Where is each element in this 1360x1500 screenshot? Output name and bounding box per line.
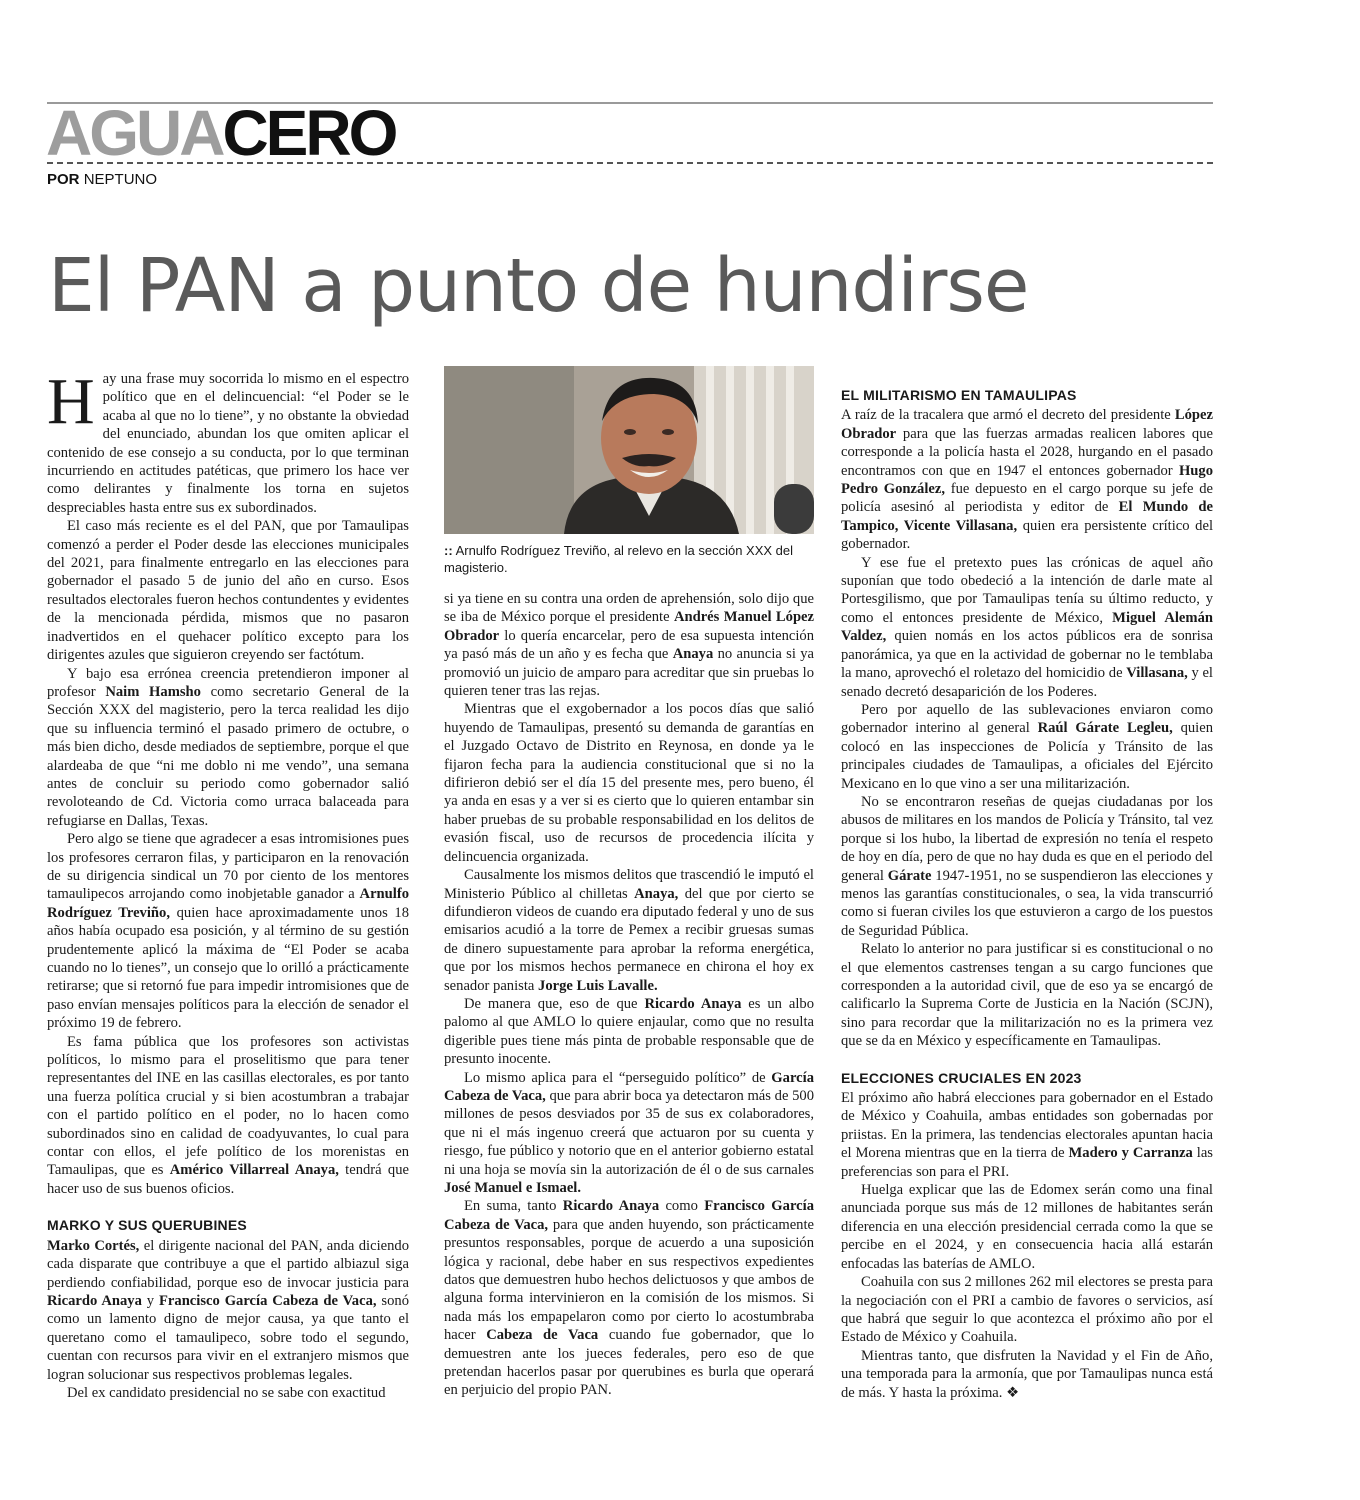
paragraph: Relato lo anterior no para justificar si es constitucional o no el que elementos castrenses tengan a su cargo funciones que corresponden a la autoridad civil, que de eso ya se encargó de calificarlo la Suprema Corte de Justicia en la Nación (SCJN), sino para recordar que la militarización no es la primera vez que se da en México y específicamente en Tamaulipas. [841,941,1213,1050]
paragraph: Es fama pública que los profesores son activistas políticos, lo mismo para el proselitismo que para tener representantes del INE en las casillas electorales, es por tanto una fuerza política crucial y si bien acostumbran a trabajar con el partido político en el poder, no lo hacen como subordinados sino en calidad de coadyuvantes, lo cual para contar con ellos, el jefe político de los morenistas en Tamaulipas, que es Américo Villarreal Anaya, tendrá que hacer uso de sus buenos oficios. [47,1033,409,1197]
paragraph: Mientras que el exgobernador a los pocos días que salió huyendo de Tamaulipas, presentó su demanda de garantías en el Juzgado Octavo de Distrito en Reynosa, en donde ya le fijaron fecha para la audiencia constitucional que si no la difirieron debió ser el día 15 del presente mes, pero bueno, él ya anda en esas y a ver si es cierto que lo quieren entambar sin haber pruebas de su probable responsabilidad en los delitos de evasión fiscal, uso de recursos de procedencia ilícita y delincuencia organizada. [444,701,814,865]
section-heading: EL MILITARISMO EN TAMAULIPAS [841,387,1077,403]
portrait-photo [444,366,814,534]
paragraph: A raíz de la tracalera que armó el decreto del presidente López Obrador para que las fuerzas armadas realicen labores que corresponde a la policía hasta el 2028, hurgando en el pasado encontramos con que en 1947 el entonces gobernador Hugo Pedro González, fue depuesto en el cargo porque su jefe de policía asesinó al periodista y editor de El Mundo de Tampico, Vicente Villasana, quien era persistente crítico del gobernador. [841,407,1213,553]
portrait-illustration [444,366,814,534]
dashed-rule [47,162,1213,164]
drop-cap: H [47,365,95,438]
photo-caption: :: Arnulfo Rodríguez Treviño, al relevo en la sección XXX del magisterio. [444,543,794,575]
paragraph: Pero por aquello de las sublevaciones enviaron como gobernador interino al general Raúl Gárate Legleu, quien colocó en las inspecciones de Policía y Tránsito de las principales ciudades de Tamaulipas, a oficiales del Ejército Mexicano en lo que vino a ser una militarización. [841,701,1213,792]
paragraph: Marko Cortés, el dirigente nacional del PAN, anda diciendo cada disparate que contribuye a que el partido albiazul siga perdiendo confiabilidad, porque eso de invocar justicia para Ricardo Anaya y Francisco García Cabeza de Vaca, sonó como un lamento digno de mejor causa, ya que tanto el queretano como el tamaulipeco, sobre todo el segundo, cuentan con recursos para vivir en el extranjero mismos que logran solucionar sus respectivos problemas legales. [47,1237,409,1383]
headline: El PAN a punto de hundirse [48,243,1029,329]
paragraph: El próximo año habrá elecciones para gobernador en el Estado de México y Coahuila, ambas entidades son gobernadas por priistas. En la primera, las tendencias electorales apuntan hacia el Morena mientras que en la tierra de Madero y Carranza las preferencias son para el PRI. [841,1090,1213,1180]
byline: POR NEPTUNO [47,171,158,188]
paragraph: Hay una frase muy socorrida lo mismo en el espectro político que en el delincuencial: “el Poder se le acaba al que no lo tiene”, y no obstante la obviedad del enunciado, abundan los que omiten aplicar el contenido de ese consejo a su conducta, por lo que terminan incurriendo en actitudes patéticas, que primero los hace ver como delirantes y finalmente los torna en sujetos despreciables hasta entre sus ex subordinados. [47,365,409,516]
paragraph: si ya tiene en su contra una orden de aprehensión, solo dijo que se iba de México porque el presidente Andrés Manuel López Obrador lo quería encarcelar, pero de esa supuesta intención ya pasó más de un año y es fecha que Anaya no anuncia si ya promovió un juicio de amparo para acreditar que sin pruebas lo quieren tener tras las rejas. [444,591,815,700]
paragraph: Y bajo esa errónea creencia pretendieron imponer al profesor Naim Hamsho como secretario General de la Sección XXX del magisterio, pero la terca realidad les dijo que su influencia terminó el pasado primero de octubre, o más bien dicho, desde mediados de septiembre, porque el que alardeaba de que “ni me doblo ni me vendo”, una semana antes de concluir su periodo como gobernador salió revoloteando de Cd. Victoria como urraca balaceada para refugiarse en Dallas, Texas. [47,665,410,829]
paragraph: Y ese fue el pretexto pues las crónicas de aquel año suponían que todo obedeció a la intención de darle mate al Portesgilismo, que por Tamaulipas tenía su último reducto, y como el entonces presidente de México, Miguel Alemán Valdez, quien nomás en los actos públicos era de sonrisa panorámica, ya que en la actividad de gobernar no le temblaba la mano, aprovechó el roletazo del homicidio de Villasana, y el senado decretó desaparición de los Poderes. [841,554,1213,700]
paragraph: El caso más reciente es el del PAN, que por Tamaulipas comenzó a perder el Poder desde las elecciones municipales del 2021, para finalmente entregarlo en las elecciones para gobernador el pasado 5 de junio del año en curso. Esos resultados electorales fueron hechos contundentes y evidentes de la mencionada pérdida, mismos que no pasaron inadvertidos en el quehacer político excepto para los dirigentes azules que siguieron creyendo ser factótum. [47,518,409,664]
section-heading: MARKO Y SUS QUERUBINES [47,1217,247,1234]
paragraph: Mientras tanto, que disfruten la Navidad y el Fin de Año, una temporada para la armonía, que por Tamaulipas nunca está de más. Y hasta la próxima. ❖ [841,1347,1213,1401]
column-3 [841,372,1213,1402]
paragraph: En suma, tanto Ricardo Anaya como Francisco García Cabeza de Vaca, para que anden huyendo, son prácticamente presuntos responsables, porque de acuerdo a una suposición lógica y racional, debe haber en sus respectivos expedientes datos que demuestren hubo hechos delictuosos y que ambos de alguna forma intervinieron en la comisión de los mismos. Si nada más los empapelaron como por cierto lo acostumbraba hacer Cabeza de Vaca cuando fue gobernador, que lo demuestren ante los jueces federales, pero eso de que pretendan hacerlos pasar por querubines es burla que operará en perjuicio del propio PAN. [444,1198,814,1399]
paragraph: No se encontraron reseñas de quejas ciudadanas por los abusos de militares en los mandos de Policía y Tránsito, tal vez porque si los hubo, la libertad de expresión no tenía el respeto de hoy en día, pero de que no hay duda es que en el periodo del general Gárate 1947-1951, no se suspendieron las elecciones y menos las garantías constitucionales, o sea, la vida transcurrió como si fueran civiles los que estuvieron a cargo de los puestos de Seguridad Pública. [841,793,1214,939]
paragraph: Causalmente los mismos delitos que trascendió le imputó el Ministerio Público al chilletas Anaya, del que por cierto se difundieron videos de cuando era diputado federal y uno de sus emisarios acudió a la torre de Pemex a recibir gruesas sumas de dinero supuestamente para aprobar la reforma energética, que por los mismos hechos permanece en chirona el hoy ex senador panista Jorge Luis Lavalle. [444,867,814,994]
column-1 [47,365,410,1402]
paragraph: De manera que, eso de que Ricardo Anaya es un albo palomo al que AMLO lo quiere enjaular, como que no resulta digerible pues tiene más pinta de probable responsable que de presunto inocente. [444,995,814,1068]
masthead: AGUACERO [46,97,396,169]
author-name: NEPTUNO [83,171,158,188]
paragraph: Huelga explicar que las de Edomex serán como una final anunciada porque sus más de 12 millones de habitantes serán diferencia en una elección presidencial cerrada como la que se percibe en el 2024, y en consecuencia hacia allá estarán enfocadas las baterías de AMLO. [841,1182,1213,1272]
column-2 [444,366,814,1400]
paragraph: Pero algo se tiene que agradecer a esas intromisiones pues los profesores cerraron filas, y participaron en la renovación de su dirigencia sindical un 70 por ciento de los mentores tamaulipecos arrojando como inobjetable ganador a Arnulfo Rodríguez Treviño, quien hace aproximadamente unos 18 años había ocupado esa posición, y al término de su gestión prudentemente aplicó la máxima de “El Poder se acaba cuando no lo tienes”, un consejo que lo orilló a prácticamente retirarse; que si retornó fue para impedir intromisiones que de paso envían mensajes políticos para la elección de senador el próximo 19 de febrero. [47,831,409,1032]
paragraph: Coahuila con sus 2 millones 262 mil electores se presta para la negociación con el PRI a cambio de favores o servicios, así que habrá que seguir lo que acontezca el próximo año por el Estado de México y Coahuila. [841,1274,1213,1346]
paragraph: Lo mismo aplica para el “perseguido político” de García Cabeza de Vaca, que para abrir boca ya detectaron más de 500 millones de pesos desviados por 35 de sus ex colaboradores, que ni el más ingenuo creerá que actuaron por su cuenta y riesgo, fue público y notorio que en el anterior gobierno estatal ni una hoja se movía sin la autorización de él o de sus carnales José Manuel e Ismael. [444,1069,814,1196]
paragraph: Del ex candidato presidencial no se sabe con exactitud [67,1384,386,1401]
section-heading: ELECCIONES CRUCIALES EN 2023 [841,1069,1082,1086]
end-mark-icon: ❖ [1006,1384,1020,1401]
